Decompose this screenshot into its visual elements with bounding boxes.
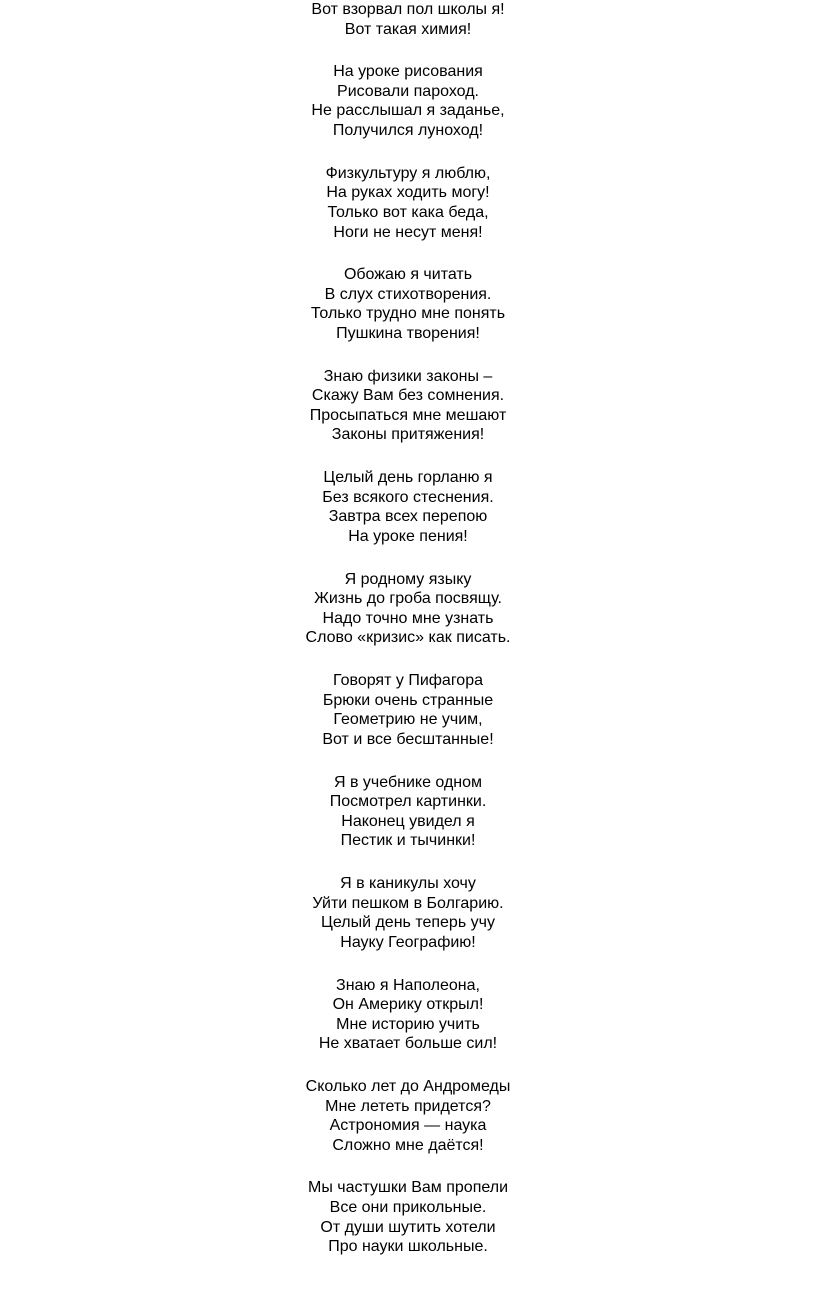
stanza-gap xyxy=(0,851,816,874)
stanza xyxy=(0,62,816,140)
poem-line: Пестик и тычинки! xyxy=(340,832,476,850)
poem-line: Законы притяжения! xyxy=(331,426,485,444)
poem-line: Не хватает больше сил! xyxy=(318,1035,498,1053)
stanza xyxy=(0,265,816,343)
poem-line: Без всякого стеснения. xyxy=(322,488,494,506)
poem-line: Астрономия — наука xyxy=(329,1117,487,1135)
poem-line: Ноги не несут меня! xyxy=(333,223,483,241)
poem-line: Все они прикольные. xyxy=(329,1199,487,1217)
poem-line: Геометрию не учим, xyxy=(333,711,483,729)
poem-line: Уйти пешком в Болгарию. xyxy=(312,894,504,912)
poem-line: Мы частушки Вам пропели xyxy=(307,1179,508,1197)
poem-line: Просыпаться мне мешают xyxy=(309,406,507,424)
stanza xyxy=(0,164,816,242)
poem-line: Обожаю я читать xyxy=(343,266,473,284)
poem-line: Не расслышал я заданье, xyxy=(311,102,505,120)
poem-line: Я родному языку xyxy=(344,570,472,588)
poem-line: Надо точно мне узнать xyxy=(322,609,494,627)
poem-line: Получился луноход! xyxy=(332,122,484,140)
poem-line: Только трудно мне понять xyxy=(310,305,506,323)
stanza xyxy=(0,0,816,39)
poem-line: От души шутить хотели xyxy=(320,1218,496,1236)
poem-line: Физкультуру я люблю, xyxy=(325,164,491,182)
poem-line: Завтра всех перепою xyxy=(328,508,488,526)
poem-line: Жизнь до гроба посвящу. xyxy=(314,590,502,608)
stanza-gap xyxy=(0,648,816,671)
poem-line: Вот и все бесштанные! xyxy=(322,730,494,748)
stanza-gap xyxy=(0,39,816,62)
poem-line: Про науки школьные. xyxy=(328,1238,488,1256)
poem-line: На уроке пения! xyxy=(348,527,468,545)
poem-line: Науку Географию! xyxy=(340,933,476,951)
stanza-gap xyxy=(0,952,816,975)
stanza-gap xyxy=(0,1155,816,1178)
poem-line: Скажу Вам без сомнения. xyxy=(311,387,505,405)
stanza xyxy=(0,570,816,648)
poem-line: Вот такая химия! xyxy=(344,20,472,38)
poem-line: Вот взорвал пол школы я! xyxy=(311,1,505,18)
stanza-gap xyxy=(0,344,816,367)
stanza-gap xyxy=(0,749,816,772)
poem-line: Мне лететь придется? xyxy=(325,1097,491,1115)
stanza xyxy=(0,367,816,445)
poem-line: На уроке рисования xyxy=(333,63,483,81)
poem-line: Он Америку открыл! xyxy=(332,996,484,1014)
poem-line: Посмотрел картинки. xyxy=(329,793,487,811)
stanza-gap xyxy=(0,547,816,570)
stanza-gap xyxy=(0,1054,816,1077)
poem-line: Сколько лет до Андромеды xyxy=(305,1077,511,1095)
poem-line: Только вот кака беда, xyxy=(327,203,489,221)
stanza-gap xyxy=(0,445,816,468)
poem-line: Брюки очень странные xyxy=(322,691,494,709)
poem-line: Знаю я Наполеона, xyxy=(336,976,480,994)
stanza xyxy=(0,468,816,546)
stanza xyxy=(0,671,816,749)
stanza xyxy=(0,976,816,1054)
poem-line: Целый день горланю я xyxy=(323,469,493,487)
poem-line: Рисовали пароход. xyxy=(337,82,479,100)
poem-line: Говорят у Пифагора xyxy=(333,672,483,690)
stanza xyxy=(0,874,816,952)
poem-line: Сложно мне даётся! xyxy=(332,1136,484,1154)
stanza-gap xyxy=(0,242,816,265)
stanza-gap xyxy=(0,141,816,164)
poem-line: Знаю физики законы – xyxy=(323,367,493,385)
poem-line: Я в каникулы хочу xyxy=(340,875,476,893)
poem-line: Мне историю учить xyxy=(336,1015,480,1033)
stanza xyxy=(0,1178,816,1256)
poem-line: В слух стихотворения. xyxy=(324,285,492,303)
poem-line: Наконец увидел я xyxy=(341,812,475,830)
poem-line: Я в учебнике одном xyxy=(333,773,483,791)
poem-line: На руках ходить могу! xyxy=(326,184,490,202)
poem-line: Пушкина творения! xyxy=(336,325,480,342)
poem-line: Слово «кризис» как писать. xyxy=(305,629,511,647)
poem-line: Целый день теперь учу xyxy=(321,914,495,932)
stanza xyxy=(0,1077,816,1155)
stanza xyxy=(0,773,816,851)
